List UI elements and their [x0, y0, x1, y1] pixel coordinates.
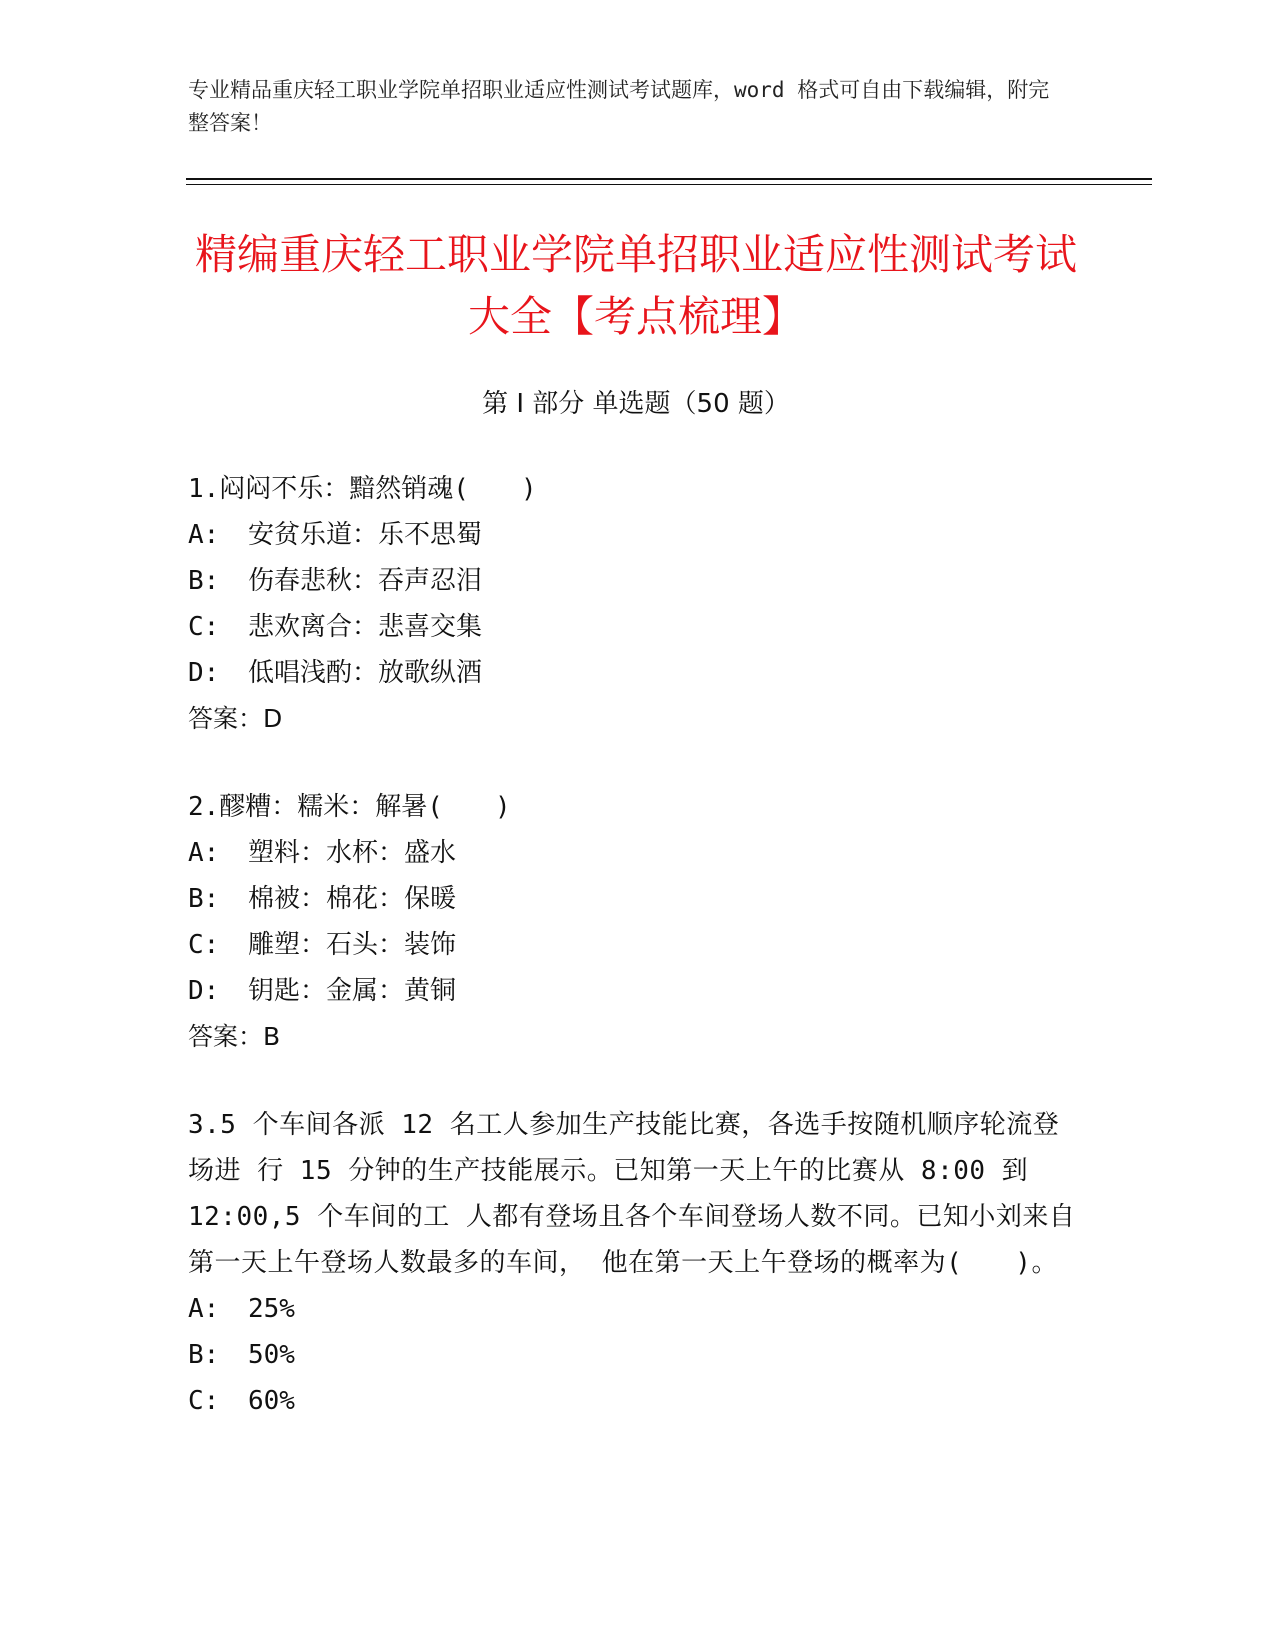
- option-key: B:: [188, 884, 220, 914]
- option-key: A:: [188, 838, 220, 868]
- document-title: 精编重庆轻工职业学院单招职业适应性测试考试大全【考点梳理】: [194, 230, 1077, 341]
- header-rule-thin: [186, 184, 1152, 185]
- option-a: [188, 512, 1078, 558]
- option-text: 50%: [248, 1340, 295, 1370]
- option-key: C:: [188, 612, 220, 642]
- option-key: A:: [188, 520, 220, 550]
- option-text: 安贫乐道：乐不思蜀: [248, 520, 483, 550]
- answer-line: 答案：D: [188, 704, 283, 733]
- option-key: C:: [188, 1386, 220, 1416]
- option-b: [188, 558, 1078, 604]
- option-b: [188, 876, 1078, 922]
- option-d: [188, 968, 1078, 1014]
- header-note: 专业精品重庆轻工职业学院单招职业适应性测试考试题库，word 格式可自由下载编辑，附完整答案！: [188, 78, 1050, 135]
- header-rule-thick: [186, 178, 1152, 180]
- question-stem: 3.5 个车间各派 12 名工人参加生产技能比赛，各选手按随机顺序轮流登场进 行 15 分钟的生产技能展示。已知第一天上午的比赛从 8:00 到 12:00,5 个车间的工 人都有登场且各个车间登场人数不同。已知小刘来自第一天上午登场人数最多的车间， 他在第一天上午登场的概率为( )。: [188, 1110, 1076, 1278]
- option-text: 棉被：棉花：保暖: [248, 884, 457, 914]
- option-c: [188, 1378, 1078, 1424]
- option-key: D:: [188, 658, 220, 688]
- option-text: 伤春悲秋：吞声忍泪: [248, 566, 483, 596]
- question-stem: 2.醪糟：糯米：解暑( ): [188, 792, 511, 822]
- option-text: 钥匙：金属：黄铜: [248, 976, 457, 1006]
- option-b: [188, 1332, 1078, 1378]
- option-text: 低唱浅酌：放歌纵酒: [248, 658, 483, 688]
- option-key: B:: [188, 1340, 220, 1370]
- option-a: [188, 830, 1078, 876]
- question-stem: 1.闷闷不乐：黯然销魂( ): [188, 474, 537, 504]
- option-text: 雕塑：石头：装饰: [248, 930, 457, 960]
- option-a: [188, 1286, 1078, 1332]
- section-heading: 第 I 部分 单选题（50 题）: [482, 389, 790, 419]
- option-c: [188, 604, 1078, 650]
- answer-line: 答案：B: [188, 1022, 281, 1051]
- option-d: [188, 650, 1078, 696]
- option-text: 60%: [248, 1386, 295, 1416]
- option-key: C:: [188, 930, 220, 960]
- option-key: D:: [188, 976, 220, 1006]
- option-text: 悲欢离合：悲喜交集: [248, 612, 483, 642]
- question-1: [188, 466, 1078, 742]
- question-3: [188, 1102, 1078, 1424]
- option-text: 25%: [248, 1294, 295, 1324]
- option-key: A:: [188, 1294, 220, 1324]
- option-text: 塑料：水杯：盛水: [248, 838, 457, 868]
- question-2: [188, 784, 1078, 1060]
- option-key: B:: [188, 566, 220, 596]
- option-c: [188, 922, 1078, 968]
